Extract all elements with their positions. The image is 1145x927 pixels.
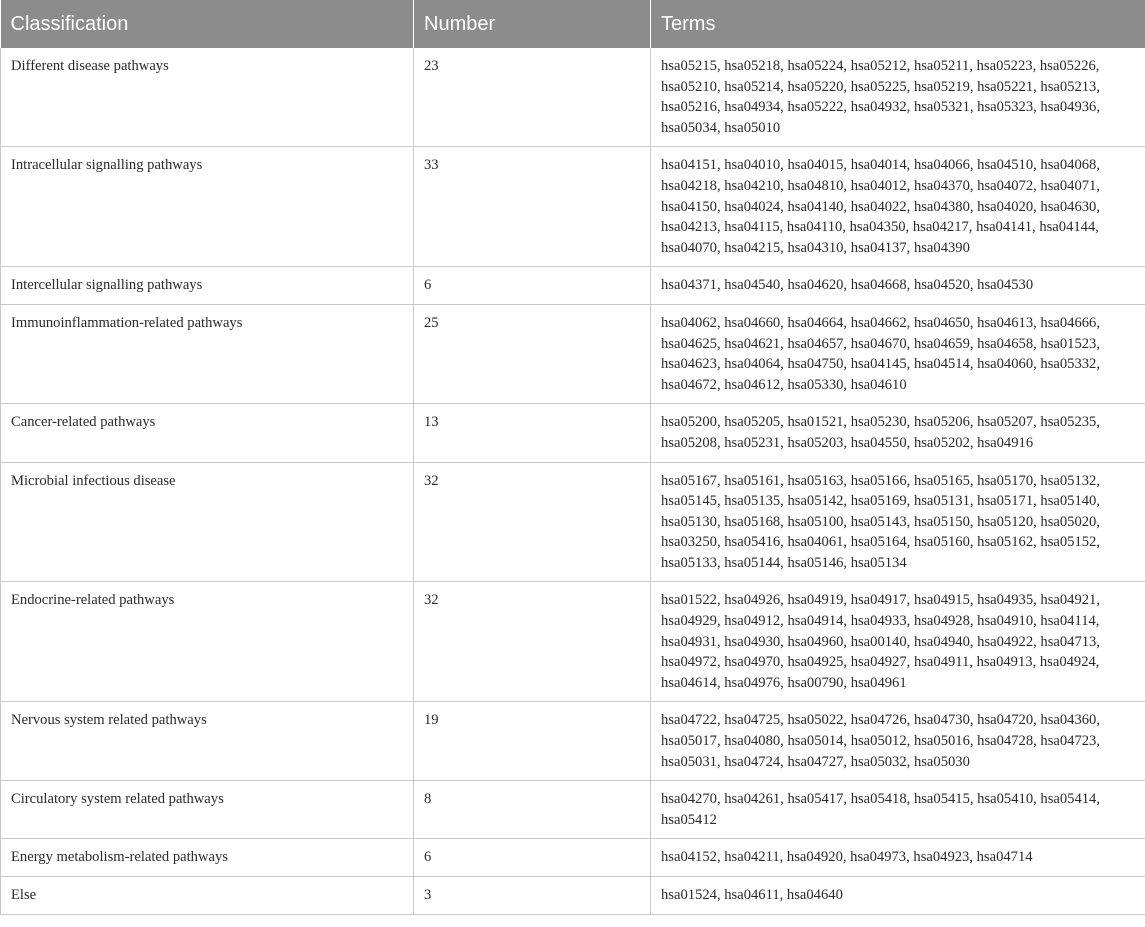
number-cell: 13 (414, 404, 651, 462)
number-cell: 3 (414, 877, 651, 915)
terms-cell: hsa04152, hsa04211, hsa04920, hsa04973, hsa04923, hsa04714 (651, 839, 1145, 877)
header-number: Number (414, 0, 651, 48)
classification-cell: Energy metabolism-related pathways (1, 839, 414, 877)
table-row (1, 781, 1145, 839)
terms-cell: hsa04062, hsa04660, hsa04664, hsa04662, hsa04650, hsa04613, hsa04666, hsa04625, hsa04621, hsa04657, hsa04670, hsa04659, hsa04658, hsa01523, hsa04623, hsa04064, hsa04750, hsa04145, hsa04514, hsa04060, hsa05332, hsa04672, hsa04612, hsa05330, hsa04610 (651, 304, 1145, 403)
table-row (1, 404, 1145, 462)
terms-cell: hsa04151, hsa04010, hsa04015, hsa04014, hsa04066, hsa04510, hsa04068, hsa04218, hsa04210, hsa04810, hsa04012, hsa04370, hsa04072, hsa04071, hsa04150, hsa04024, hsa04140, hsa04022, hsa04380, hsa04020, hsa04630, hsa04213, hsa04115, hsa04110, hsa04350, hsa04217, hsa04141, hsa04144, hsa04070, hsa04215, hsa04310, hsa04137, hsa04390 (651, 147, 1145, 267)
header-classification: Classification (1, 0, 414, 48)
terms-cell: hsa05215, hsa05218, hsa05224, hsa05212, hsa05211, hsa05223, hsa05226, hsa05210, hsa05214, hsa05220, hsa05225, hsa05219, hsa05221, hsa05213, hsa05216, hsa04934, hsa05222, hsa04932, hsa05321, hsa05323, hsa04936, hsa05034, hsa05010 (651, 48, 1145, 147)
classification-cell: Endocrine-related pathways (1, 582, 414, 702)
number-cell: 32 (414, 582, 651, 702)
table-row (1, 147, 1145, 267)
terms-cell: hsa01522, hsa04926, hsa04919, hsa04917, hsa04915, hsa04935, hsa04921, hsa04929, hsa04912, hsa04914, hsa04933, hsa04928, hsa04910, hsa04114, hsa04931, hsa04930, hsa04960, hsa00140, hsa04940, hsa04922, hsa04713, hsa04972, hsa04970, hsa04925, hsa04927, hsa04911, hsa04913, hsa04924, hsa04614, hsa04976, hsa00790, hsa04961 (651, 582, 1145, 702)
table-row (1, 304, 1145, 403)
number-cell: 25 (414, 304, 651, 403)
table-body (1, 48, 1145, 914)
classification-cell: Cancer-related pathways (1, 404, 414, 462)
number-cell: 19 (414, 702, 651, 781)
classification-cell: Intracellular signalling pathways (1, 147, 414, 267)
number-cell: 33 (414, 147, 651, 267)
number-cell: 8 (414, 781, 651, 839)
number-cell: 6 (414, 267, 651, 305)
terms-cell: hsa05167, hsa05161, hsa05163, hsa05166, hsa05165, hsa05170, hsa05132, hsa05145, hsa05135, hsa05142, hsa05169, hsa05131, hsa05171, hsa05140, hsa05130, hsa05168, hsa05100, hsa05143, hsa05150, hsa05120, hsa05020, hsa03250, hsa05416, hsa04061, hsa05164, hsa05160, hsa05162, hsa05152, hsa05133, hsa05144, hsa05146, hsa05134 (651, 462, 1145, 582)
table-row (1, 462, 1145, 582)
terms-cell: hsa05200, hsa05205, hsa01521, hsa05230, hsa05206, hsa05207, hsa05235, hsa05208, hsa05231, hsa05203, hsa04550, hsa05202, hsa04916 (651, 404, 1145, 462)
table-row (1, 48, 1145, 147)
classification-cell: Else (1, 877, 414, 915)
table-row (1, 877, 1145, 915)
classification-cell: Different disease pathways (1, 48, 414, 147)
number-cell: 23 (414, 48, 651, 147)
table-header (1, 0, 1145, 48)
table-row (1, 702, 1145, 781)
classification-cell: Circulatory system related pathways (1, 781, 414, 839)
classification-cell: Nervous system related pathways (1, 702, 414, 781)
table-row (1, 582, 1145, 702)
table-row (1, 839, 1145, 877)
terms-cell: hsa04371, hsa04540, hsa04620, hsa04668, hsa04520, hsa04530 (651, 267, 1145, 305)
number-cell: 6 (414, 839, 651, 877)
header-terms: Terms (651, 0, 1145, 48)
terms-cell: hsa01524, hsa04611, hsa04640 (651, 877, 1145, 915)
terms-cell: hsa04270, hsa04261, hsa05417, hsa05418, hsa05415, hsa05410, hsa05414, hsa05412 (651, 781, 1145, 839)
terms-cell: hsa04722, hsa04725, hsa05022, hsa04726, hsa04730, hsa04720, hsa04360, hsa05017, hsa04080, hsa05014, hsa05012, hsa05016, hsa04728, hsa04723, hsa05031, hsa04724, hsa04727, hsa05032, hsa05030 (651, 702, 1145, 781)
number-cell: 32 (414, 462, 651, 582)
classification-cell: Immunoinflammation-related pathways (1, 304, 414, 403)
classification-cell: Intercellular signalling pathways (1, 267, 414, 305)
header-row (1, 0, 1145, 48)
classification-cell: Microbial infectious disease (1, 462, 414, 582)
table-row (1, 267, 1145, 305)
